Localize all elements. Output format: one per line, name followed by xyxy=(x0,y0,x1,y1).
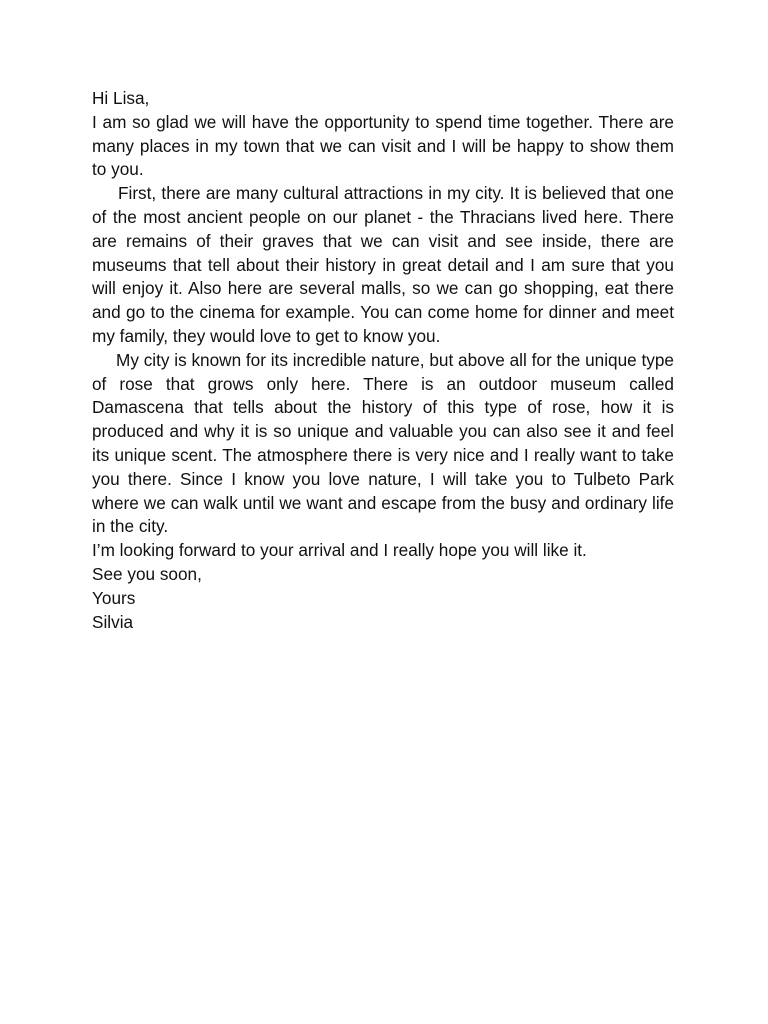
letter-body xyxy=(92,87,674,634)
letter-greeting: Hi Lisa, xyxy=(92,88,150,108)
letter-paragraph-intro: I am so glad we will have the opportunity to spend time together. There are many places in my town that we can visit and I will be happy to show them to you. xyxy=(92,111,674,180)
letter-closing: See you soon, xyxy=(92,563,202,584)
letter-signature: Silvia xyxy=(92,611,134,632)
letter-paragraph-closing-remark: I’m looking forward to your arrival and I really hope you will like it. xyxy=(92,540,587,561)
letter-paragraph-culture: First, there are many cultural attractions in my city. It is believed that one of the most ancient people on our planet - the Thracians lived here. There are remains of their graves that we can visit and see inside, there are museums that tell about their history in great detail and I am sure that you will enjoy it. Also here are several malls, so we can go shopping, eat there and go to the cinema for example. You can come home for dinner and meet my family, they would love to get to know you. xyxy=(92,183,674,346)
letter-paragraph-nature: My city is known for its incredible nature, but above all for the unique type of rose that grows only here. There is an outdoor museum called Damascena that tells about the history of this type of rose, how it is produced and why it is so unique and valuable you can also see it and feel its unique scent. The atmosphere there is very nice and I really want to take you there. Since I know you love nature, I will take you to Tulbeto Park where we can walk until we want and escape from the busy and ordinary life in the city. xyxy=(92,349,674,537)
letter-valediction: Yours xyxy=(92,587,136,608)
